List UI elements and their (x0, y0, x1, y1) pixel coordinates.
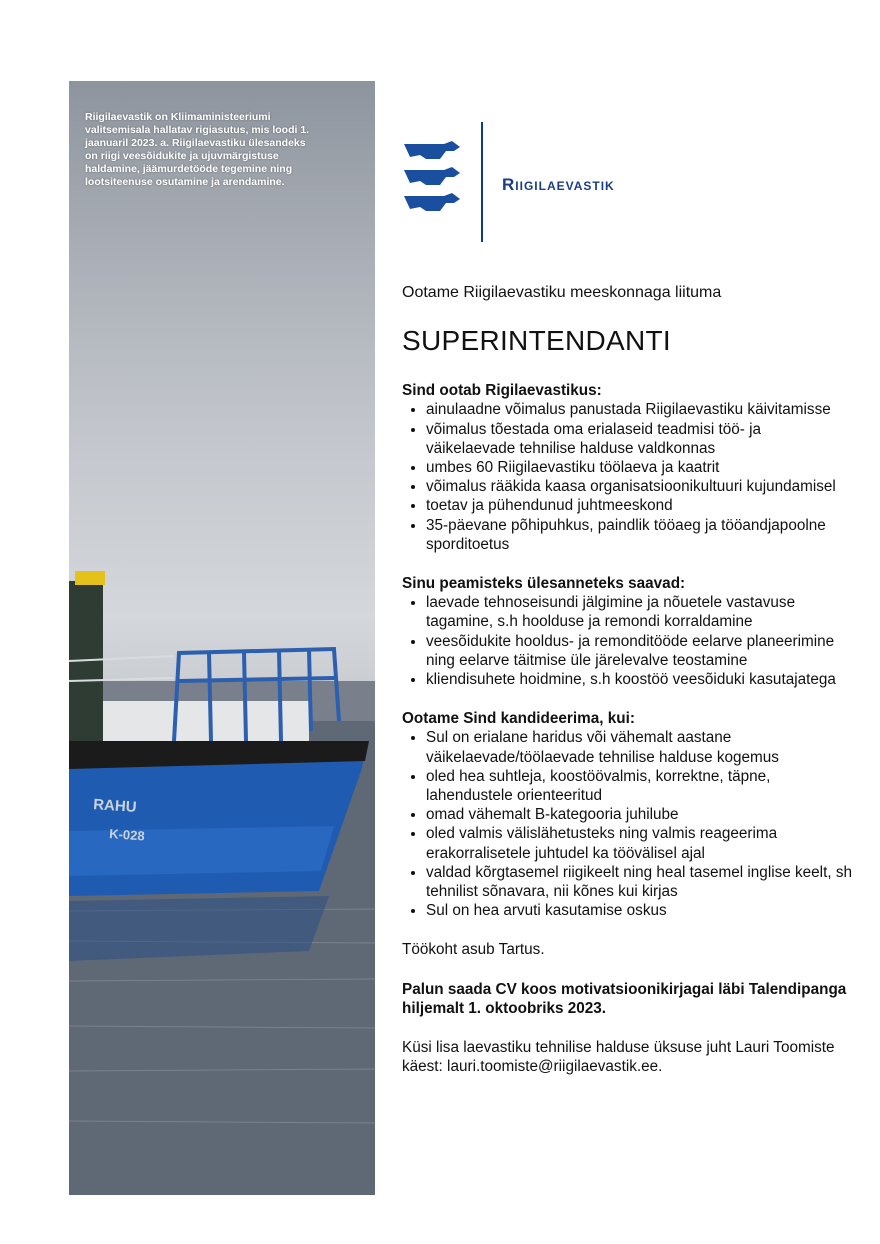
list-item: • toetav ja pühendunud juhtmeeskond (426, 496, 852, 515)
offer-list (402, 400, 852, 554)
list-item: • võimalus tõestada oma erialaseid teadmisi töö- ja väikelaevade tehnilise halduse valdkonnas (426, 420, 852, 458)
duties-list (402, 593, 852, 689)
boat-illustration (69, 81, 375, 1195)
coat-of-arms-icon (402, 140, 464, 222)
location-text: Töökoht asub Tartus. (402, 941, 545, 959)
list-item: • võimalus rääkida kaasa organisatsioonikultuuri kujundamisel (426, 477, 852, 496)
intro-text: Riigilaevastik on Kliimaministeeriumi valitsemisala hallatav rigiasutus, mis loodi 1. jaanuaril 2023. a. Riigilaevastiku ülesandeks on riigi veesõidukite ja ujuvmärgistuse haldamine, jäämurdetööde tegemine ning lootsiteenuse osutamine ja arendamine. (85, 111, 310, 188)
list-item: • kliendisuhete hoidmine, s.h koostöö veesõiduki kasutajatega (426, 670, 852, 689)
logo-divider (481, 122, 483, 242)
contact-text: Küsi lisa laevastiku tehnilise halduse üksuse juht Lauri Toomiste käest: lauri.toomiste@riigilaevastik.ee. (402, 1039, 835, 1076)
list-item: • Sul on erialane haridus või vähemalt aastane väikelaevade/töölaevade tehnilise halduse kogemus (426, 728, 852, 766)
list-item: • Sul on hea arvuti kasutamise oskus (426, 901, 852, 920)
section-heading-requirements: Ootame Sind kandideerima, kui: (402, 710, 635, 728)
list-item: • valdad kõrgtasemel riigikeelt ning heal tasemel inglise keelt, sh tehnilist sõnavara, nii kõnes kui kirjas (426, 863, 852, 901)
section-heading-duties: Sinu peamisteks ülesanneteks saavad: (402, 575, 686, 593)
list-item: • 35-päevane põhipuhkus, paindlik tööaeg ja tööandjapoolne sporditoetus (426, 516, 852, 554)
boat-photo (69, 81, 375, 1195)
requirements-list (402, 728, 852, 920)
list-item: • veesõidukite hooldus- ja remonditööde eelarve planeerimine ning eelarve täitmise üle järelevalve teostamine (426, 632, 852, 670)
list-item: • ainulaadne võimalus panustada Riigilaevastiku käivitamisse (426, 400, 852, 419)
list-item: • oled valmis välislähetusteks ning valmis reageerima erakorralisetele juhtudel ka töövälisel ajal (426, 824, 852, 862)
job-title: SUPERINTENDANTI (402, 325, 671, 357)
list-item: • laevade tehnoseisundi jälgimine ja nõuetele vastavuse tagamine, s.h hoolduse ja remondi korraldamine (426, 593, 852, 631)
boat-name: RAHU (92, 796, 138, 817)
lead-text: Ootame Riigilaevastiku meeskonnaga liituma (402, 284, 722, 301)
job-ad (402, 283, 852, 1097)
list-item: • oled hea suhtleja, koostöövalmis, korrektne, täpne, lahendustele orienteeritud (426, 767, 852, 805)
list-item: • omad vähemalt B-kategooria juhilube (426, 805, 852, 824)
apply-text: Palun saada CV koos motivatsioonikirjagai läbi Talendipanga hiljemalt 1. oktoobriks 2023. (402, 980, 847, 1017)
section-heading-offer: Sind ootab Rigilaevastikus: (402, 382, 602, 400)
list-item: • umbes 60 Riigilaevastiku töölaeva ja kaatrit (426, 458, 852, 477)
logo (402, 122, 702, 242)
logo-name: Riigilaevastik (502, 175, 615, 194)
boat-code: K-028 (108, 826, 146, 844)
